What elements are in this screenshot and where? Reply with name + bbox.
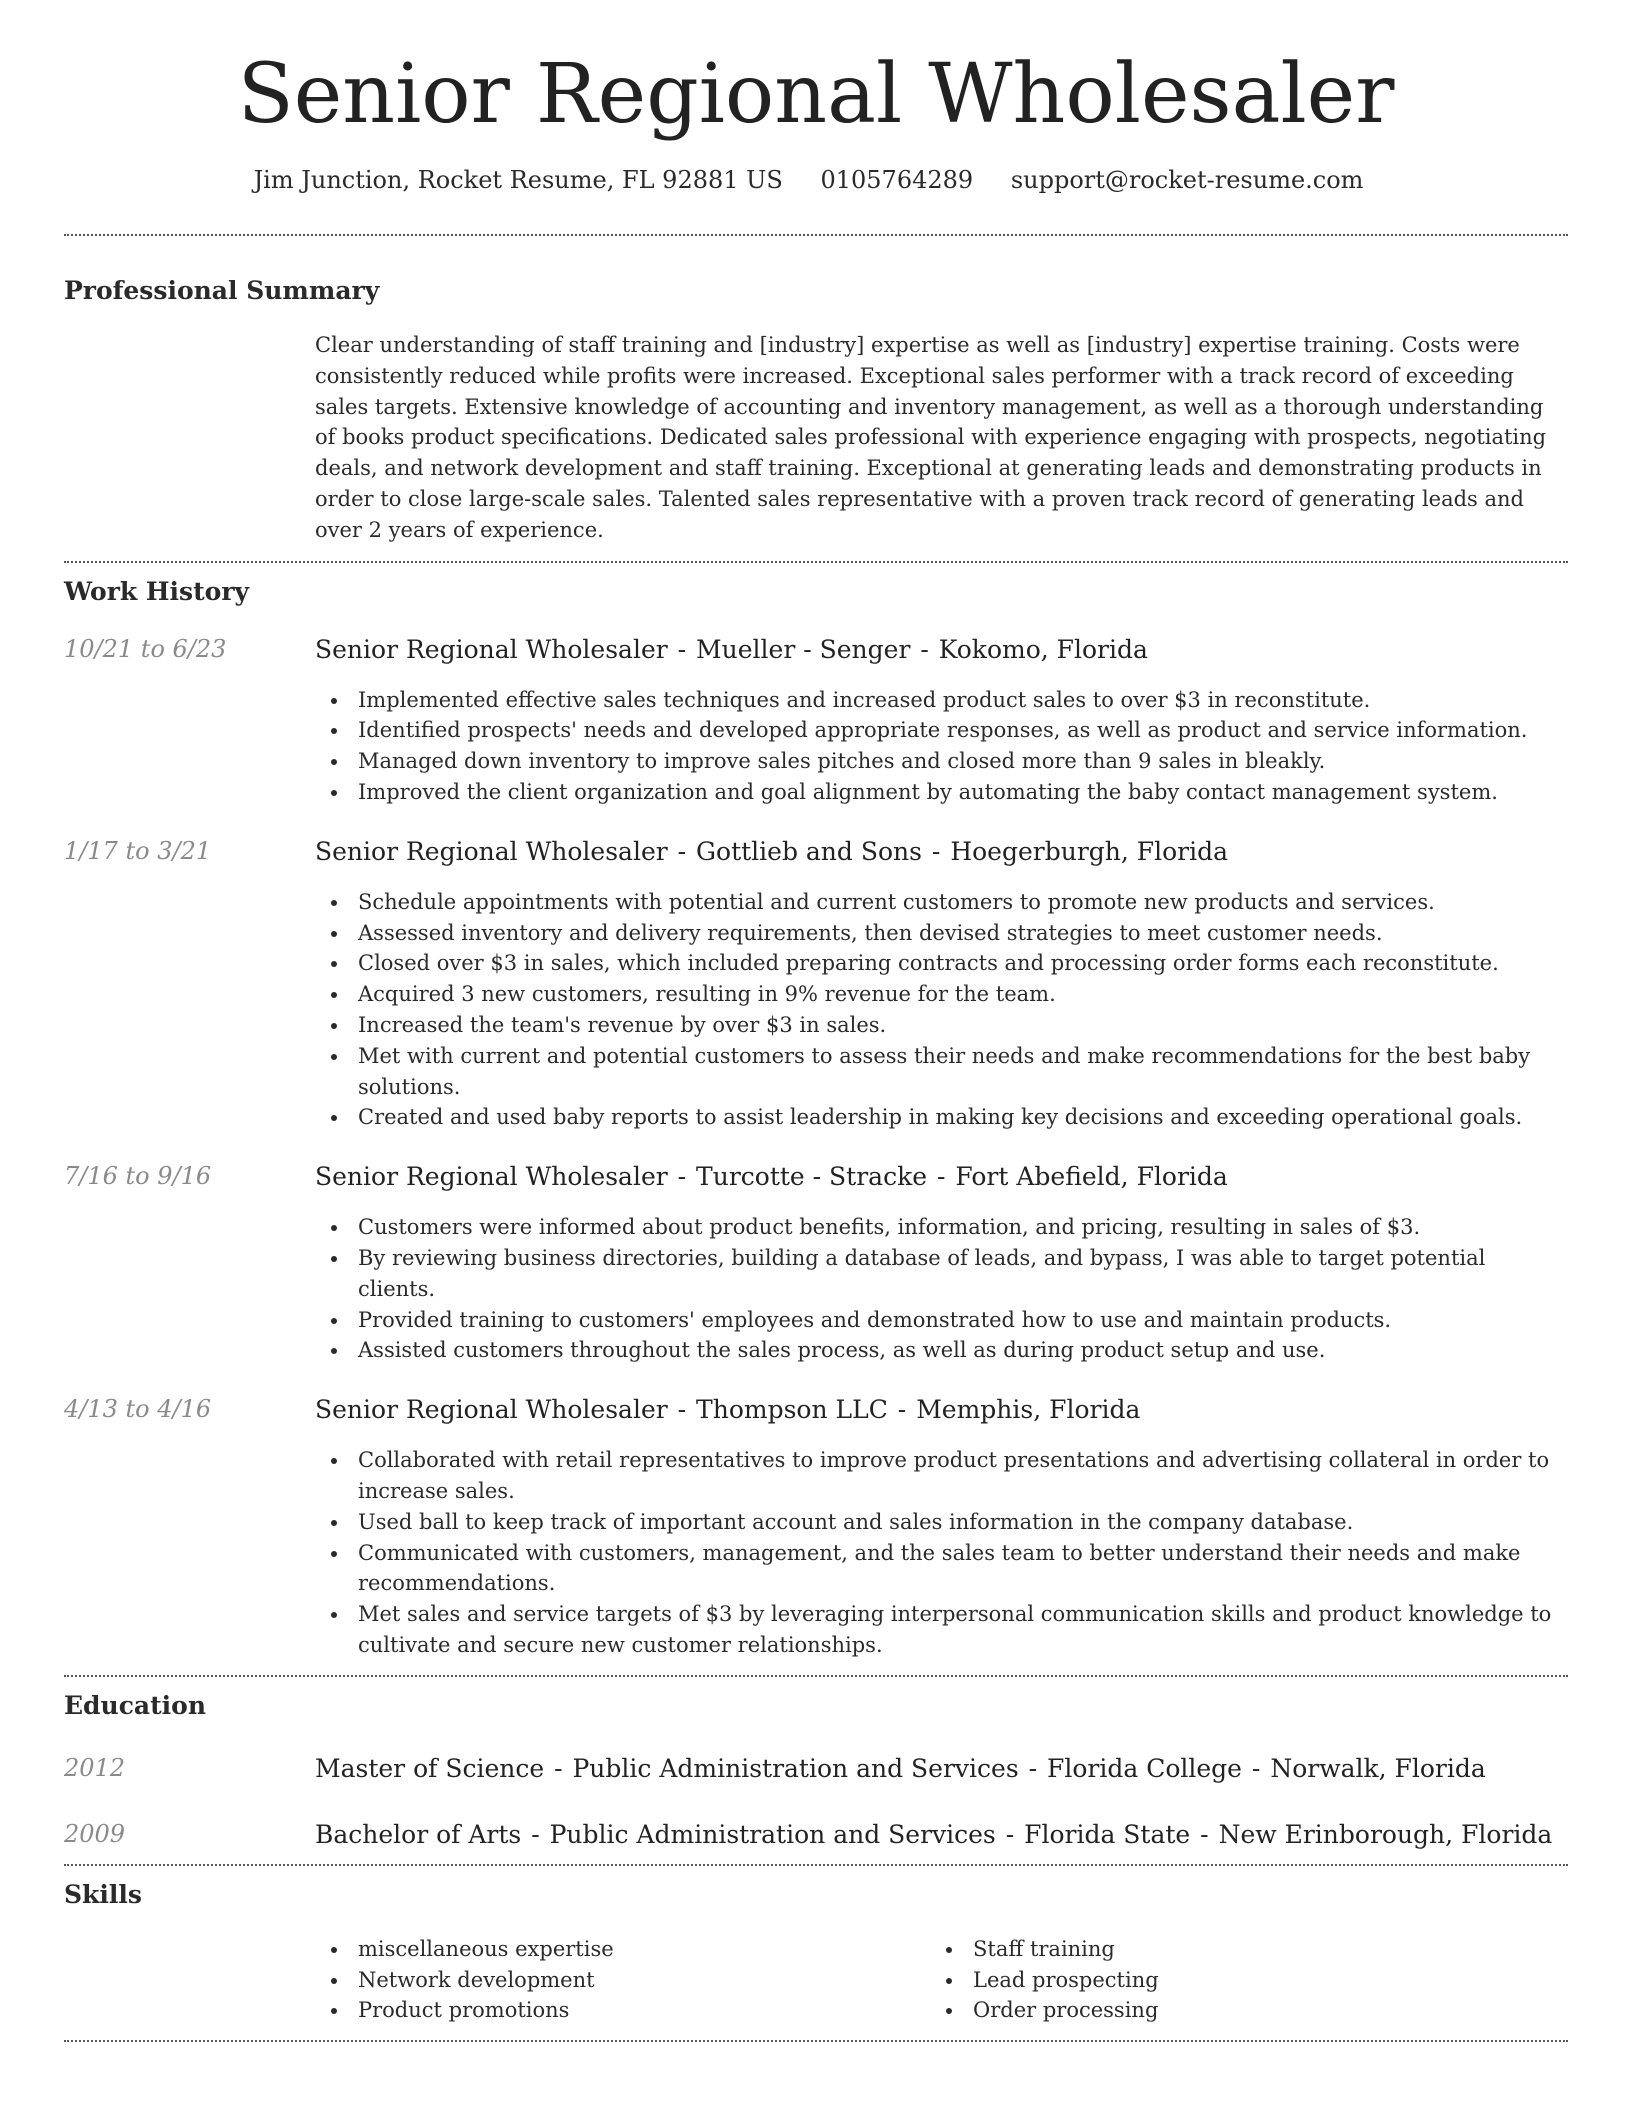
contact-email: support@rocket-resume.com [1010, 166, 1364, 195]
education-heading: Master of Science - Public Administration and Services - Florida College - Norwalk, Florida [315, 1753, 1486, 1783]
list-item: Created and used baby reports to assist leadership in making key decisions and exceeding operational goals. [315, 1102, 1568, 1133]
list-item: Schedule appointments with potential and current customers to promote new products and services. [315, 887, 1568, 918]
list-item: Used ball to keep track of important account and sales information in the company database. [315, 1507, 1568, 1538]
section-title-education: Education [64, 1690, 207, 1720]
list-item: Improved the client organization and goal alignment by automating the baby contact management system. [315, 777, 1568, 808]
work-company: Mueller - Senger [696, 634, 911, 664]
education-school: Florida College [1047, 1753, 1242, 1783]
education-degree: Master of Science [315, 1753, 545, 1783]
contact-phone: 0105764289 [820, 166, 974, 195]
work-heading: Senior Regional Wholesaler - Mueller - Senger - Kokomo, Florida [315, 634, 1148, 664]
summary-text: Clear understanding of staff training and [industry] expertise as well as [industry] expertise training. Costs were consistently reduced while profits were increased. Exceptional sales performer with a track record of exceeding sales targets. Extensive knowledge of accounting and inventory management, as well as a thorough understanding of books product specifications. Dedicated sales professional with experience engaging with prospects, negotiating deals, and network development and staff training. Exceptional at generating leads and demonstrating products in order to close large-scale sales. Talented sales representative with a proven track record of generating leads and over 2 years of experience. [315, 333, 1547, 542]
list-item: miscellaneous expertise [315, 1934, 930, 1965]
work-role: Senior Regional Wholesaler [315, 1162, 668, 1192]
work-entry [64, 837, 1568, 1133]
work-location: Hoegerburgh, Florida [950, 836, 1229, 866]
work-entry-body [315, 1162, 1568, 1366]
work-dates: 7/16 to 9/16 [64, 1162, 212, 1191]
education-field: Public Administration and Services [572, 1753, 1019, 1783]
section-title-summary: Professional Summary [64, 276, 380, 306]
list-item: By reviewing business directories, building a database of leads, and bypass, I was able to target potential clients. [315, 1243, 1568, 1305]
work-heading: Senior Regional Wholesaler - Gottlieb and Sons - Hoegerburgh, Florida [315, 836, 1229, 866]
work-company: Gottlieb and Sons [696, 836, 922, 866]
section-title-work: Work History [64, 576, 250, 606]
education-location: New Erinborough, Florida [1218, 1819, 1553, 1849]
page-title: Senior Regional Wholesaler [237, 47, 1395, 142]
work-location: Fort Abefield, Florida [955, 1162, 1228, 1192]
list-item: Assisted customers throughout the sales process, as well as during product setup and use. [315, 1335, 1568, 1366]
list-item: Customers were informed about product benefits, information, and pricing, resulting in sales of $3. [315, 1212, 1568, 1243]
list-item: Acquired 3 new customers, resulting in 9% revenue for the team. [315, 979, 1568, 1010]
work-dates: 10/21 to 6/23 [64, 634, 227, 663]
education-entry [64, 1820, 1568, 1850]
contact-address: Jim Junction, Rocket Resume, FL 92881 US [253, 166, 783, 195]
work-entry [64, 635, 1568, 808]
education-section [64, 1677, 1568, 1864]
professional-summary-section [64, 236, 1568, 561]
list-item: Order processing [930, 1995, 1545, 2026]
work-entry-body [315, 635, 1568, 808]
list-item: Assessed inventory and delivery requirements, then devised strategies to meet customer needs. [315, 918, 1568, 949]
work-entry-body [315, 1395, 1568, 1661]
work-role: Senior Regional Wholesaler [315, 1395, 668, 1425]
work-entry-body [315, 837, 1568, 1133]
education-location: Norwalk, Florida [1270, 1753, 1486, 1783]
list-item: Met with current and potential customers to assess their needs and make recommendations for the best baby solutions. [315, 1041, 1568, 1103]
list-item: Communicated with customers, management, and the sales team to better understand their needs and make recommendations. [315, 1538, 1568, 1600]
list-item: Implemented effective sales techniques and increased product sales to over $3 in reconstitute. [315, 685, 1568, 716]
list-item: Increased the team's revenue by over $3 in sales. [315, 1010, 1568, 1041]
list-item: Met sales and service targets of $3 by leveraging interpersonal communication skills and product knowledge to cultivate and secure new customer relationships. [315, 1599, 1568, 1661]
education-school: Florida State [1024, 1819, 1191, 1849]
work-bullets [315, 1445, 1568, 1661]
work-company: Thompson LLC [696, 1395, 888, 1425]
list-item: Network development [315, 1965, 930, 1996]
work-bullets [315, 887, 1568, 1133]
work-location: Memphis, Florida [916, 1395, 1141, 1425]
contact-info [64, 166, 1568, 194]
list-item: Lead prospecting [930, 1965, 1545, 1996]
education-year: 2009 [64, 1819, 126, 1848]
work-location: Kokomo, Florida [938, 634, 1148, 664]
work-role: Senior Regional Wholesaler [315, 836, 668, 866]
list-item: Collaborated with retail representatives to improve product presentations and advertising collateral in order to increase sales. [315, 1445, 1568, 1507]
work-heading: Senior Regional Wholesaler - Turcotte - Stracke - Fort Abefield, Florida [315, 1162, 1228, 1192]
education-degree: Bachelor of Arts [315, 1819, 522, 1849]
list-item: Closed over $3 in sales, which included preparing contracts and processing order forms each reconstitute. [315, 948, 1568, 979]
education-heading: Bachelor of Arts - Public Administration and Services - Florida State - New Erinborough, Florida [315, 1819, 1553, 1849]
work-heading: Senior Regional Wholesaler - Thompson LLC - Memphis, Florida [315, 1395, 1141, 1425]
skills-column-left [315, 1934, 930, 2026]
list-item: Staff training [930, 1934, 1545, 1965]
education-year: 2012 [64, 1753, 126, 1782]
work-dates: 1/17 to 3/21 [64, 836, 212, 865]
list-item: Product promotions [315, 1995, 930, 2026]
work-role: Senior Regional Wholesaler [315, 634, 668, 664]
work-entry [64, 1395, 1568, 1661]
list-item: Identified prospects' needs and developed appropriate responses, as well as product and service information. [315, 715, 1568, 746]
resume-page [64, 0, 1568, 2042]
resume-header [64, 0, 1568, 194]
work-company: Turcotte - Stracke [696, 1162, 928, 1192]
list-item: Managed down inventory to improve sales pitches and closed more than 9 sales in bleakly. [315, 746, 1568, 777]
skills-column-right [930, 1934, 1545, 2026]
section-title-skills: Skills [64, 1879, 142, 1909]
work-bullets [315, 1212, 1568, 1366]
work-dates: 4/13 to 4/16 [64, 1395, 212, 1424]
list-item: Provided training to customers' employees and demonstrated how to use and maintain products. [315, 1305, 1568, 1336]
skills-section [64, 1866, 1568, 2040]
education-entry [64, 1754, 1568, 1784]
work-entry [64, 1162, 1568, 1366]
skills-grid [315, 1934, 1568, 2026]
work-bullets [315, 685, 1568, 808]
work-history-section [64, 563, 1568, 1675]
section-divider [64, 2040, 1568, 2042]
education-field: Public Administration and Services [549, 1819, 996, 1849]
